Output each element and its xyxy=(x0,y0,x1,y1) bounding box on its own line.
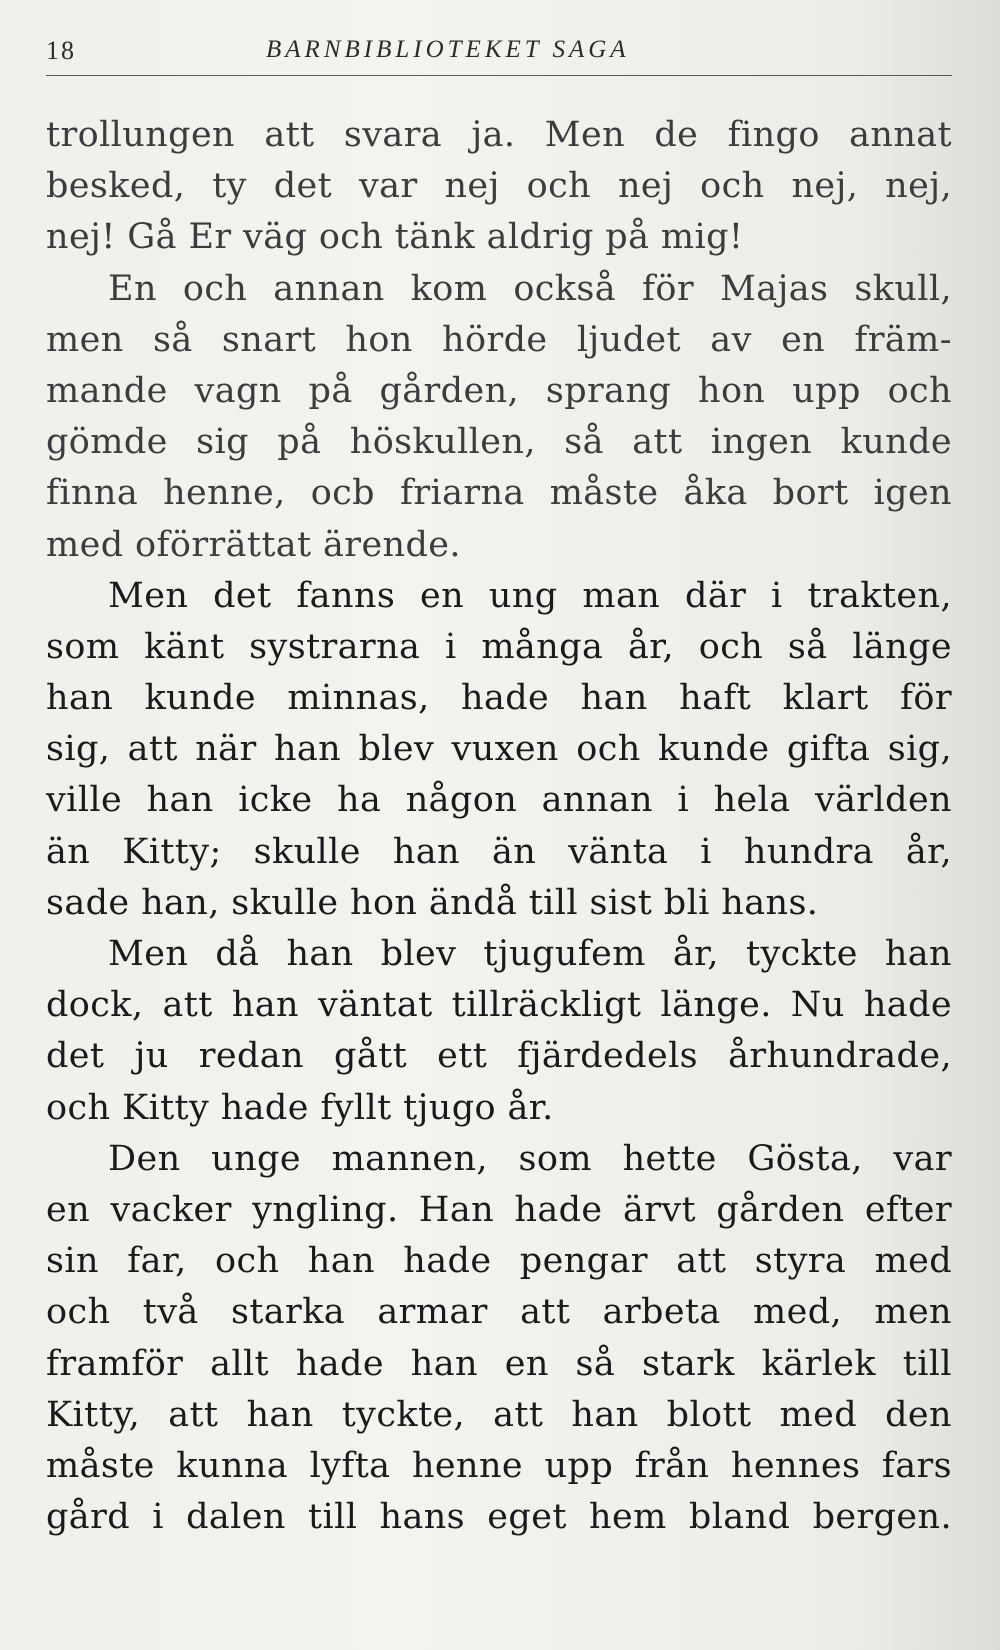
text-line: och Kitty hade fyllt tjugo år. xyxy=(46,1087,554,1128)
text-line: trollungen att svara ja. Men de fingo annat xyxy=(46,115,952,155)
text-line: men så snart hon hörde ljudet av en främ- xyxy=(46,319,952,360)
text-line: han kunde minnas, hade han haft klart för xyxy=(46,678,952,719)
paragraph xyxy=(46,1134,952,1544)
paragraph xyxy=(46,264,952,571)
text-line: finna henne, ocb friarna måste åka bort igen xyxy=(46,473,952,514)
paragraph xyxy=(46,929,952,1134)
text-line: sig, att när han blev vuxen och kunde gifta sig, xyxy=(46,729,952,770)
page-header xyxy=(46,28,952,76)
text-line: mande vagn på gården, sprang hon upp och xyxy=(46,370,952,411)
text-line: måste kunna lyfta henne upp från hennes fars xyxy=(46,1445,952,1486)
text-line: besked, ty det var nej och nej och nej, nej, xyxy=(46,166,952,207)
page-number: 18 xyxy=(46,36,76,65)
text-line: det ju redan gått ett fjärdedels århundrade, xyxy=(46,1036,952,1077)
header-rule xyxy=(46,75,952,76)
text-line: med oförrättat ärende. xyxy=(46,524,461,565)
text-line: Men då han blev tjugufem år, tyckte han xyxy=(108,934,952,974)
text-line: Men det fanns en ung man där i trakten, xyxy=(108,575,952,616)
running-head: BARNBIBLIOTEKET SAGA xyxy=(266,36,630,63)
text-line: nej! Gå Er väg och tänk aldrig på mig! xyxy=(46,217,744,258)
text-line: Kitty, att han tyckte, att han blott med den xyxy=(46,1394,952,1435)
text-line: sade han, skulle hon ändå till sist bli hans. xyxy=(46,882,819,923)
text-line: dock, att han väntat tillräckligt länge. Nu hade xyxy=(46,985,952,1026)
text-line: framför allt hade han en så stark kärlek till xyxy=(46,1343,952,1384)
text-line: än Kitty; skulle han än vänta i hundra år, xyxy=(46,831,952,872)
text-line: och två starka armar att arbeta med, men xyxy=(46,1292,952,1333)
text-line: Den unge mannen, som hette Gösta, var xyxy=(108,1138,952,1179)
text-line: sin far, och han hade pengar att styra med xyxy=(46,1241,952,1282)
text-line: en vacker yngling. Han hade ärvt gården efter xyxy=(46,1189,952,1230)
paragraph xyxy=(46,110,952,264)
body-text xyxy=(46,110,952,1543)
text-line: En och annan kom också för Majas skull, xyxy=(108,268,952,309)
text-line: ville han icke ha någon annan i hela världen xyxy=(46,780,952,821)
text-line: gömde sig på höskullen, så att ingen kunde xyxy=(46,422,952,463)
paragraph xyxy=(46,571,952,929)
text-line: gård i dalen till hans eget hem bland bergen. xyxy=(46,1497,952,1538)
text-line: som känt systrarna i många år, och så länge xyxy=(46,626,952,667)
